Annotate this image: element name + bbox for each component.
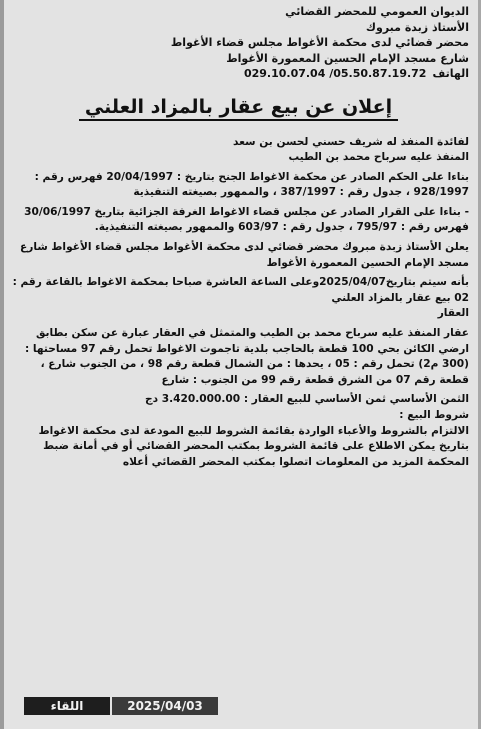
base-price-label: الثمن الأساسي ثمن الأساسي للبيع العقار : <box>243 393 469 406</box>
debtor-line: المنفذ عليه سرباح محمد بن الطيب <box>288 151 469 164</box>
newspaper-name: اللقاء <box>24 697 110 715</box>
footer-bar <box>24 697 218 715</box>
title-wrap <box>8 96 469 121</box>
judgment-paragraph: بناءا على الحكم الصادر عن محكمة الاغواط الجنح بتاريخ : 20/04/1997 فهرس رقم : 928/1997 ، جدول رقم : 387/1997 ، والممهور بصيغته التنفيذية <box>34 170 469 199</box>
sale-date-paragraph: بأنه سيتم بتاريخ2025/04/07وعلى الساعة العاشرة صباحا بمحكمة الاغواط بالقاعة رقم : 02 بيع عقار بالمزاد العلني <box>12 276 469 304</box>
bailiff-name: الأستاذ زبدة مبروك <box>365 20 469 34</box>
announcer-paragraph: يعلن الأستاذ زبدة مبروك محضر قضائي لدى محكمة الأغواط مجلس قضاء الأغواط شارع مسجد الإمام الحسين المعمورة الأغواط <box>20 241 469 269</box>
announcement-title: إعلان عن بيع عقار بالمزاد العلني <box>79 96 398 121</box>
base-price-value: 3.420.000.00 دج <box>144 393 241 406</box>
creditor-line: لفائدة المنفذ له شريف حسني لحسن بن سعد <box>233 135 469 148</box>
publication-date: 2025/04/03 <box>110 697 218 715</box>
announcement-content <box>8 4 469 470</box>
property-heading: العقار <box>437 307 469 320</box>
phone-numbers: 029.10.07.04 /05.50.87.19.72 <box>243 67 427 80</box>
scan-edge-left <box>0 0 4 729</box>
office-address: شارع مسجد الإمام الحسين المعمورة الأغواط <box>226 51 469 65</box>
phone-line <box>8 66 469 82</box>
bailiff-court: محضر قضائي لدى محكمة الأغواط مجلس قضاء الأغواط <box>170 36 469 49</box>
property-description: عقار المنفذ عليه سرباح محمد بن الطيب والمتمثل في العقار عبارة عن سكن بطابق ارضي الكائن بحي 100 قطعة بالحاجب بلدية تاجموت الاغواط تحمل رقم 97 مساحتها : (300 م2) تحمل رقم : 05 ، يحدها : من الشمال قطعة رقم 98 ، من الجنوب شارع ، قطعة رقم 07 من الشرق قطعة رقم 99 من الجنوب : شارع <box>24 327 469 386</box>
appeal-decision-paragraph: - بناءا على القرار الصادر عن مجلس قضاء الاغواط الغرفة الجزائية بتاريخ 30/06/1997 فهرس رقم : 795/97 ، جدول رقم : 603/97 والممهور بصيغته التنفيذية. <box>24 205 469 234</box>
phone-label: الهاتف <box>432 67 469 80</box>
base-price-line <box>8 392 469 408</box>
conditions-paragraph: الالتزام بالشروط والأعباء الواردة بقائمة الشروط للبيع المودعة لدى محكمة الاغواط بتاريخ يمكن الاطلاع على قائمة الشروط بمكتب المحضر القضائي أو في أمانة ضبط المحكمة المزيد من المعلومات اتصلوا بمكتب المحضر القضائي أعلاه <box>38 424 469 468</box>
conditions-heading: شروط البيع : <box>399 409 469 421</box>
office-name: الديوان العمومي للمحضر القضائي <box>285 5 469 18</box>
